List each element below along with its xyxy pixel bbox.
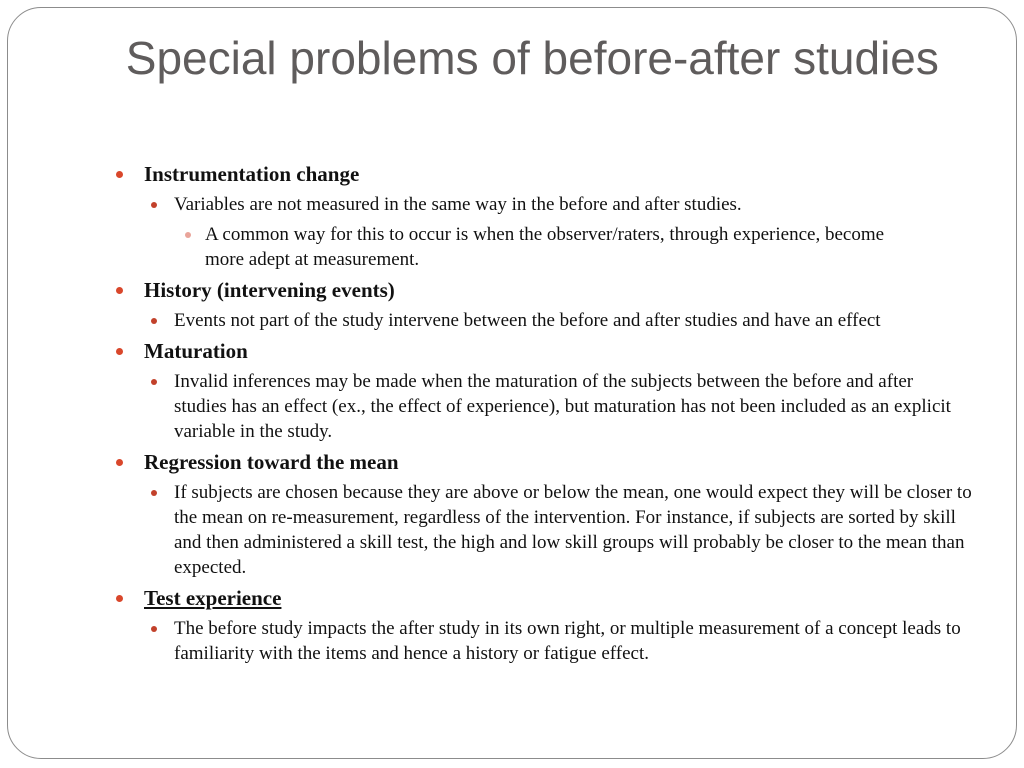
bullet-dot-icon (116, 595, 123, 602)
sub-bullet-text: The before study impacts the after study in its own right, or multiple measurement of a concept leads to familiarity with the items and hence a history or fatigue effect. (174, 618, 961, 664)
bullet-heading: Maturation (144, 339, 248, 363)
sub-bullet-dot-icon (151, 490, 157, 496)
sub-sub-bullet-dot-icon (185, 232, 191, 238)
bullet-maturation (113, 338, 973, 364)
bullet-heading: History (intervening events) (144, 278, 395, 302)
bullet-heading: Regression toward the mean (144, 450, 399, 474)
sub-bullet (113, 192, 973, 217)
sub-sub-bullet (113, 222, 905, 272)
sub-sub-bullet-text: A common way for this to occur is when the observer/raters, through experience, become more adept at measurement. (205, 224, 885, 270)
sub-bullet-text: Events not part of the study intervene between the before and after studies and have an effect (174, 310, 881, 331)
sub-bullet (113, 308, 974, 333)
bullet-heading: Instrumentation change (144, 162, 360, 186)
bullet-heading: Test experience (144, 586, 282, 610)
sub-bullet-text: Variables are not measured in the same way in the before and after studies. (174, 194, 742, 215)
bullet-dot-icon (116, 171, 123, 178)
sub-bullet-dot-icon (151, 202, 157, 208)
sub-bullet (113, 480, 974, 580)
sub-bullet (113, 369, 954, 444)
bullet-regression-toward-mean (113, 449, 973, 475)
slide-body (113, 161, 973, 671)
bullet-instrumentation-change (113, 161, 973, 187)
sub-bullet-dot-icon (151, 379, 157, 385)
sub-bullet-dot-icon (151, 318, 157, 324)
sub-bullet (113, 616, 994, 666)
bullet-dot-icon (116, 287, 123, 294)
bullet-test-experience (113, 585, 973, 611)
sub-bullet-text: If subjects are chosen because they are above or below the mean, one would expect they will be closer to the mean on re-measurement, regardless of the intervention. For instance, if subjects are sorted by skill and then administered a skill test, the high and low skill groups will probably be closer to the mean than expected. (174, 482, 972, 578)
slide-title: Special problems of before-after studies (113, 32, 939, 84)
sub-bullet-dot-icon (151, 626, 157, 632)
sub-bullet-text: Invalid inferences may be made when the maturation of the subjects between the before and after studies has an effect (ex., the effect of experience), but maturation has not been included as an explicit variable in the study. (174, 371, 951, 442)
bullet-dot-icon (116, 348, 123, 355)
bullet-history (113, 277, 973, 303)
bullet-dot-icon (116, 459, 123, 466)
